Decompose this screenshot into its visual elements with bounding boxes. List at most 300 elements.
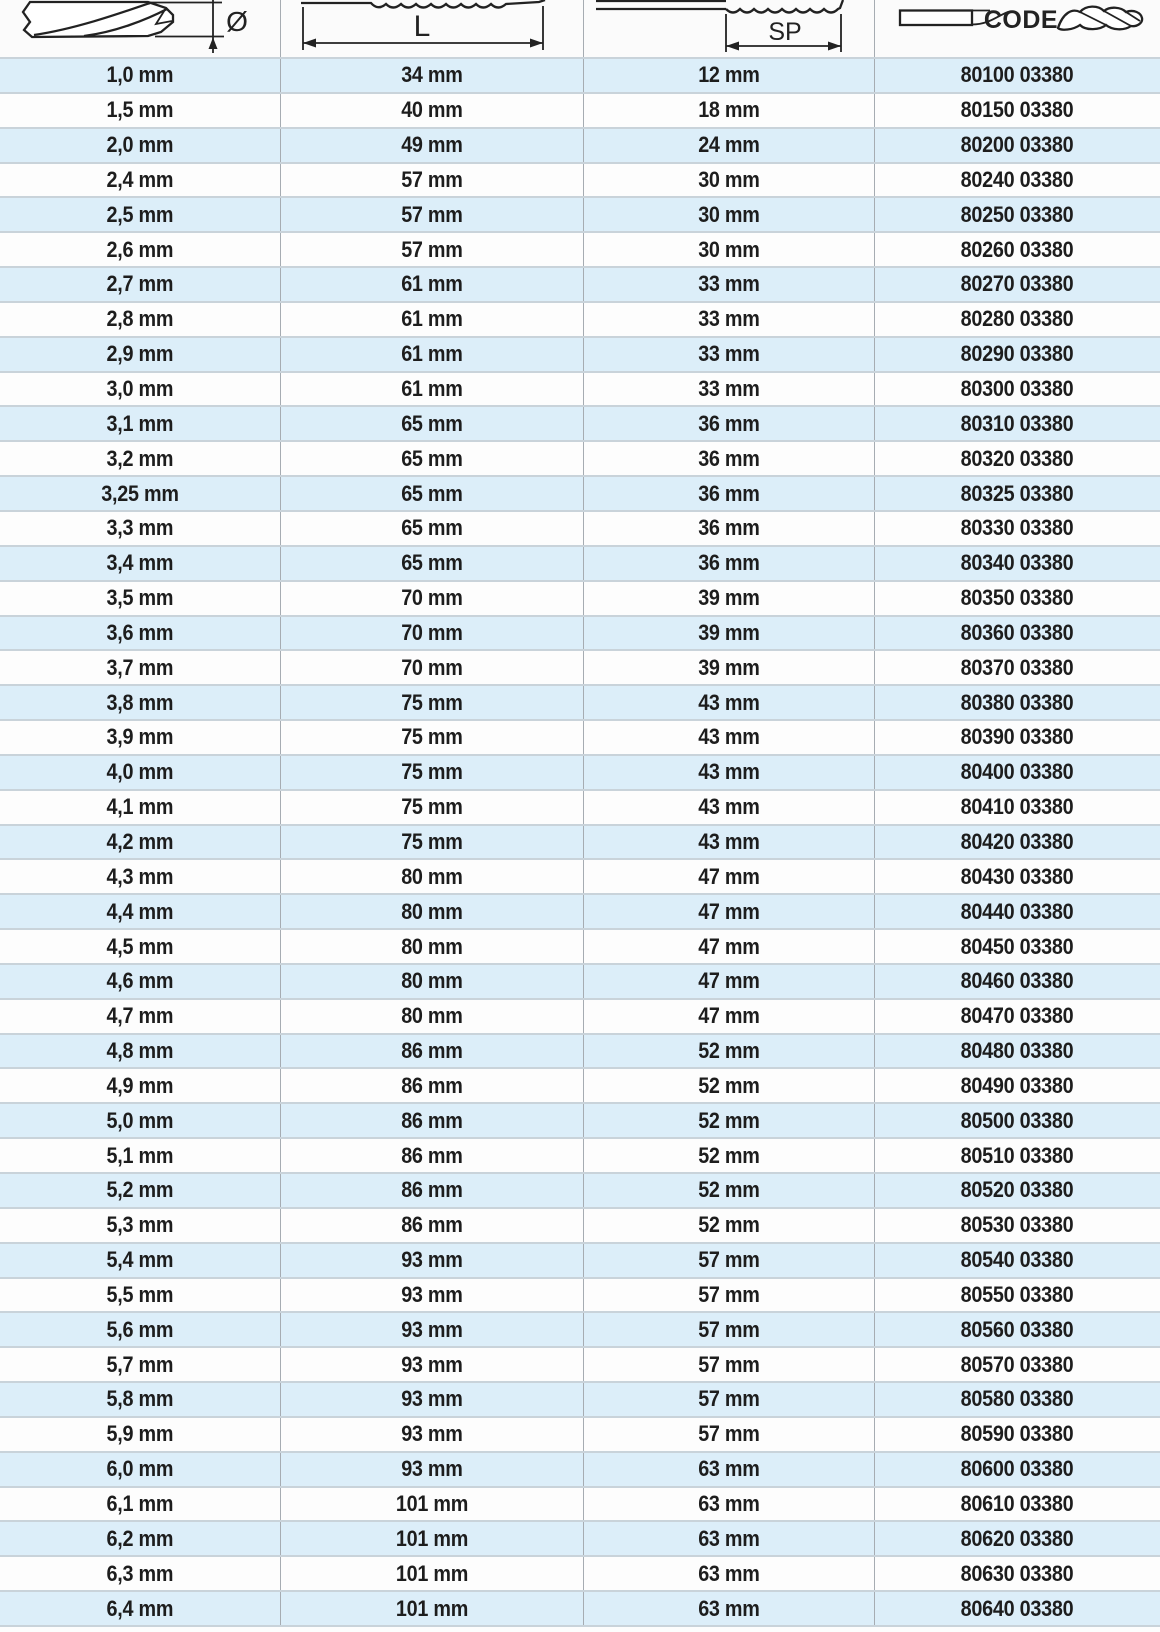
spiral-length-cell bbox=[584, 791, 875, 824]
spiral-length-value: 52 mm bbox=[698, 1072, 760, 1098]
diameter-value: 4,1 mm bbox=[106, 794, 174, 820]
length-cell bbox=[281, 791, 584, 824]
length-cell bbox=[281, 1104, 584, 1137]
diameter-value: 2,4 mm bbox=[106, 166, 174, 192]
spiral-length-value: 12 mm bbox=[698, 62, 760, 88]
diameter-cell bbox=[0, 1174, 281, 1207]
spiral-length-value: 47 mm bbox=[698, 863, 760, 889]
length-value: 80 mm bbox=[401, 968, 463, 994]
table-row bbox=[0, 789, 1160, 824]
diameter-value: 2,8 mm bbox=[106, 306, 174, 332]
table-row bbox=[0, 928, 1160, 963]
code-value: 80250 03380 bbox=[961, 201, 1074, 227]
code-value: 80100 03380 bbox=[961, 62, 1074, 88]
code-value: 80290 03380 bbox=[961, 341, 1074, 367]
spiral-length-cell bbox=[584, 547, 875, 580]
table-row bbox=[0, 1172, 1160, 1207]
length-cell bbox=[281, 617, 584, 650]
spiral-length-cell bbox=[584, 1522, 875, 1555]
diameter-cell bbox=[0, 617, 281, 650]
table-row bbox=[0, 371, 1160, 406]
table-row bbox=[0, 127, 1160, 162]
diameter-cell bbox=[0, 1453, 281, 1486]
spiral-length-value: 57 mm bbox=[698, 1351, 760, 1377]
code-cell bbox=[875, 1104, 1160, 1137]
diameter-value: 6,0 mm bbox=[106, 1456, 174, 1482]
diameter-cell bbox=[0, 1383, 281, 1416]
length-cell bbox=[281, 721, 584, 754]
length-symbol-label: L bbox=[413, 10, 431, 43]
code-value: 80200 03380 bbox=[961, 132, 1074, 158]
length-value: 93 mm bbox=[401, 1281, 463, 1307]
diameter-value: 5,6 mm bbox=[106, 1316, 174, 1342]
code-value: 80390 03380 bbox=[961, 724, 1074, 750]
spiral-length-value: 18 mm bbox=[698, 97, 760, 123]
code-cell bbox=[875, 791, 1160, 824]
diameter-cell bbox=[0, 164, 281, 197]
table-row bbox=[0, 1207, 1160, 1242]
diameter-value: 2,0 mm bbox=[106, 132, 174, 158]
code-cell bbox=[875, 1139, 1160, 1172]
diameter-value: 4,4 mm bbox=[106, 898, 174, 924]
code-value: 80240 03380 bbox=[961, 166, 1074, 192]
code-cell bbox=[875, 1418, 1160, 1451]
diameter-cell bbox=[0, 826, 281, 859]
length-value: 93 mm bbox=[401, 1456, 463, 1482]
diameter-cell bbox=[0, 895, 281, 928]
length-cell bbox=[281, 1453, 584, 1486]
table-row bbox=[0, 1311, 1160, 1346]
length-value: 86 mm bbox=[401, 1212, 463, 1238]
spiral-length-cell bbox=[584, 1104, 875, 1137]
spiral-length-value: 63 mm bbox=[698, 1560, 760, 1586]
code-cell bbox=[875, 547, 1160, 580]
diameter-value: 2,9 mm bbox=[106, 341, 174, 367]
column-header-length bbox=[281, 0, 584, 57]
length-value: 80 mm bbox=[401, 898, 463, 924]
diameter-cell bbox=[0, 442, 281, 475]
spiral-length-cell bbox=[584, 1035, 875, 1068]
diameter-cell bbox=[0, 338, 281, 371]
length-cell bbox=[281, 59, 584, 92]
length-cell bbox=[281, 1592, 584, 1625]
spiral-length-value: 63 mm bbox=[698, 1491, 760, 1517]
spiral-length-value: 43 mm bbox=[698, 689, 760, 715]
length-cell bbox=[281, 582, 584, 615]
table-row bbox=[0, 1137, 1160, 1172]
diameter-cell bbox=[0, 233, 281, 266]
diameter-value: 3,2 mm bbox=[106, 445, 174, 471]
diameter-value: 3,7 mm bbox=[106, 654, 174, 680]
diameter-cell bbox=[0, 1035, 281, 1068]
length-cell bbox=[281, 1488, 584, 1521]
spiral-length-value: 30 mm bbox=[698, 166, 760, 192]
spiral-length-value: 33 mm bbox=[698, 271, 760, 297]
spiral-length-value: 43 mm bbox=[698, 794, 760, 820]
length-cell bbox=[281, 338, 584, 371]
table-row bbox=[0, 510, 1160, 545]
spiral-length-cell bbox=[584, 477, 875, 510]
length-value: 57 mm bbox=[401, 236, 463, 262]
diameter-value: 5,9 mm bbox=[106, 1421, 174, 1447]
spiral-length-value: 43 mm bbox=[698, 828, 760, 854]
table-body bbox=[0, 57, 1160, 1625]
length-value: 34 mm bbox=[401, 62, 463, 88]
code-cell bbox=[875, 651, 1160, 684]
spiral-length-value: 63 mm bbox=[698, 1525, 760, 1551]
code-cell bbox=[875, 512, 1160, 545]
spiral-length-value: 63 mm bbox=[698, 1456, 760, 1482]
diameter-cell bbox=[0, 721, 281, 754]
code-value: 80430 03380 bbox=[961, 863, 1074, 889]
spiral-length-value: 24 mm bbox=[698, 132, 760, 158]
diameter-symbol-label: Ø bbox=[226, 6, 248, 37]
table-row bbox=[0, 1520, 1160, 1555]
code-value: 80370 03380 bbox=[961, 654, 1074, 680]
diameter-cell bbox=[0, 303, 281, 336]
diameter-value: 1,0 mm bbox=[106, 62, 174, 88]
diameter-value: 3,5 mm bbox=[106, 585, 174, 611]
diameter-cell bbox=[0, 651, 281, 684]
spiral-length-cell bbox=[584, 1279, 875, 1312]
length-value: 80 mm bbox=[401, 1003, 463, 1029]
diameter-value: 1,5 mm bbox=[106, 97, 174, 123]
spiral-length-cell bbox=[584, 1488, 875, 1521]
code-value: 80310 03380 bbox=[961, 410, 1074, 436]
length-value: 86 mm bbox=[401, 1142, 463, 1168]
length-value: 61 mm bbox=[401, 306, 463, 332]
table-row bbox=[0, 57, 1160, 92]
code-cell bbox=[875, 373, 1160, 406]
length-cell bbox=[281, 268, 584, 301]
table-row bbox=[0, 1346, 1160, 1381]
spiral-length-cell bbox=[584, 1174, 875, 1207]
length-value: 70 mm bbox=[401, 654, 463, 680]
table-row bbox=[0, 893, 1160, 928]
spiral-length-value: 33 mm bbox=[698, 306, 760, 332]
code-cell bbox=[875, 233, 1160, 266]
table-row bbox=[0, 719, 1160, 754]
diameter-value: 5,4 mm bbox=[106, 1247, 174, 1273]
spiral-length-value: 52 mm bbox=[698, 1107, 760, 1133]
spiral-length-value: 47 mm bbox=[698, 968, 760, 994]
length-value: 80 mm bbox=[401, 863, 463, 889]
spiral-length-cell bbox=[584, 860, 875, 893]
spiral-length-value: 39 mm bbox=[698, 654, 760, 680]
diameter-value: 4,9 mm bbox=[106, 1072, 174, 1098]
spiral-length-cell bbox=[584, 1383, 875, 1416]
length-cell bbox=[281, 1557, 584, 1590]
length-cell bbox=[281, 965, 584, 998]
spiral-length-value: 47 mm bbox=[698, 933, 760, 959]
spiral-length-value: 57 mm bbox=[698, 1421, 760, 1447]
spiral-length-cell bbox=[584, 965, 875, 998]
table-row bbox=[0, 1277, 1160, 1312]
spiral-length-cell bbox=[584, 338, 875, 371]
table-row bbox=[0, 266, 1160, 301]
length-cell bbox=[281, 860, 584, 893]
code-value: 80470 03380 bbox=[961, 1003, 1074, 1029]
length-value: 49 mm bbox=[401, 132, 463, 158]
length-value: 93 mm bbox=[401, 1247, 463, 1273]
length-cell bbox=[281, 756, 584, 789]
code-cell bbox=[875, 1279, 1160, 1312]
code-value: 80630 03380 bbox=[961, 1560, 1074, 1586]
length-value: 86 mm bbox=[401, 1107, 463, 1133]
code-value: 80325 03380 bbox=[961, 480, 1074, 506]
diameter-cell bbox=[0, 373, 281, 406]
table-row bbox=[0, 1555, 1160, 1590]
length-cell bbox=[281, 1139, 584, 1172]
diameter-value: 5,3 mm bbox=[106, 1212, 174, 1238]
spiral-length-value: 43 mm bbox=[698, 759, 760, 785]
length-cell bbox=[281, 1244, 584, 1277]
length-value: 93 mm bbox=[401, 1351, 463, 1377]
code-value: 80450 03380 bbox=[961, 933, 1074, 959]
diameter-cell bbox=[0, 1418, 281, 1451]
diameter-cell bbox=[0, 1557, 281, 1590]
drill-spiral-length-diagram-icon bbox=[584, 0, 875, 57]
diameter-cell bbox=[0, 1279, 281, 1312]
code-value: 80440 03380 bbox=[961, 898, 1074, 924]
length-cell bbox=[281, 512, 584, 545]
length-value: 101 mm bbox=[395, 1595, 469, 1621]
length-cell bbox=[281, 1522, 584, 1555]
column-header-spiral-length bbox=[584, 0, 875, 57]
code-cell bbox=[875, 407, 1160, 440]
diameter-cell bbox=[0, 1313, 281, 1346]
diameter-cell bbox=[0, 1488, 281, 1521]
spiral-symbol-label: SP bbox=[768, 18, 802, 46]
code-cell bbox=[875, 826, 1160, 859]
spiral-length-value: 52 mm bbox=[698, 1038, 760, 1064]
spiral-length-cell bbox=[584, 582, 875, 615]
diameter-value: 5,0 mm bbox=[106, 1107, 174, 1133]
spiral-length-value: 36 mm bbox=[698, 410, 760, 436]
table-row bbox=[0, 998, 1160, 1033]
diameter-cell bbox=[0, 1000, 281, 1033]
code-cell bbox=[875, 582, 1160, 615]
table-row bbox=[0, 824, 1160, 859]
length-value: 70 mm bbox=[401, 619, 463, 645]
spiral-length-cell bbox=[584, 59, 875, 92]
code-cell bbox=[875, 1522, 1160, 1555]
code-cell bbox=[875, 164, 1160, 197]
diameter-cell bbox=[0, 407, 281, 440]
code-cell bbox=[875, 1592, 1160, 1625]
length-cell bbox=[281, 1209, 584, 1242]
spiral-length-cell bbox=[584, 686, 875, 719]
spiral-length-cell bbox=[584, 373, 875, 406]
length-value: 101 mm bbox=[395, 1525, 469, 1551]
spiral-length-cell bbox=[584, 1209, 875, 1242]
table-row bbox=[0, 1102, 1160, 1137]
spiral-length-cell bbox=[584, 1244, 875, 1277]
table-row bbox=[0, 1381, 1160, 1416]
code-value: 80540 03380 bbox=[961, 1247, 1074, 1273]
code-value: 80400 03380 bbox=[961, 759, 1074, 785]
code-value: 80550 03380 bbox=[961, 1281, 1074, 1307]
table-row bbox=[0, 1416, 1160, 1451]
length-cell bbox=[281, 1000, 584, 1033]
diameter-value: 2,7 mm bbox=[106, 271, 174, 297]
spiral-length-value: 57 mm bbox=[698, 1316, 760, 1342]
code-cell bbox=[875, 1035, 1160, 1068]
table-row bbox=[0, 405, 1160, 440]
length-value: 61 mm bbox=[401, 341, 463, 367]
table-row bbox=[0, 475, 1160, 510]
code-cell bbox=[875, 930, 1160, 963]
length-value: 65 mm bbox=[401, 515, 463, 541]
length-value: 61 mm bbox=[401, 271, 463, 297]
length-cell bbox=[281, 1035, 584, 1068]
spiral-length-cell bbox=[584, 1139, 875, 1172]
spiral-length-cell bbox=[584, 1592, 875, 1625]
length-value: 75 mm bbox=[401, 794, 463, 820]
table-row bbox=[0, 545, 1160, 580]
table-row bbox=[0, 858, 1160, 893]
table-row bbox=[0, 754, 1160, 789]
code-cell bbox=[875, 1069, 1160, 1102]
code-value: 80520 03380 bbox=[961, 1177, 1074, 1203]
code-value: 80480 03380 bbox=[961, 1038, 1074, 1064]
code-cell bbox=[875, 1174, 1160, 1207]
length-cell bbox=[281, 407, 584, 440]
spiral-length-cell bbox=[584, 1453, 875, 1486]
diameter-value: 4,3 mm bbox=[106, 863, 174, 889]
code-cell bbox=[875, 303, 1160, 336]
code-value: 80300 03380 bbox=[961, 376, 1074, 402]
length-value: 75 mm bbox=[401, 759, 463, 785]
length-cell bbox=[281, 373, 584, 406]
diameter-cell bbox=[0, 930, 281, 963]
spiral-length-cell bbox=[584, 407, 875, 440]
spiral-length-value: 57 mm bbox=[698, 1386, 760, 1412]
diameter-value: 3,3 mm bbox=[106, 515, 174, 541]
diameter-cell bbox=[0, 547, 281, 580]
length-cell bbox=[281, 94, 584, 127]
diameter-cell bbox=[0, 1139, 281, 1172]
diameter-value: 6,4 mm bbox=[106, 1595, 174, 1621]
diameter-cell bbox=[0, 268, 281, 301]
diameter-value: 3,25 mm bbox=[101, 480, 179, 506]
spiral-length-value: 36 mm bbox=[698, 550, 760, 576]
diameter-value: 5,8 mm bbox=[106, 1386, 174, 1412]
diameter-value: 5,1 mm bbox=[106, 1142, 174, 1168]
spiral-length-value: 39 mm bbox=[698, 585, 760, 611]
diameter-value: 3,0 mm bbox=[106, 376, 174, 402]
code-cell bbox=[875, 1488, 1160, 1521]
spiral-length-value: 39 mm bbox=[698, 619, 760, 645]
code-value: 80270 03380 bbox=[961, 271, 1074, 297]
code-value: 80330 03380 bbox=[961, 515, 1074, 541]
length-cell bbox=[281, 233, 584, 266]
drill-total-length-diagram-icon bbox=[281, 0, 584, 57]
code-cell bbox=[875, 198, 1160, 231]
spiral-length-cell bbox=[584, 651, 875, 684]
spiral-length-value: 47 mm bbox=[698, 898, 760, 924]
code-cell bbox=[875, 1244, 1160, 1277]
code-value: 80620 03380 bbox=[961, 1525, 1074, 1551]
length-cell bbox=[281, 442, 584, 475]
code-cell bbox=[875, 59, 1160, 92]
code-cell bbox=[875, 1313, 1160, 1346]
length-cell bbox=[281, 303, 584, 336]
diameter-cell bbox=[0, 1348, 281, 1381]
code-cell bbox=[875, 477, 1160, 510]
diameter-value: 3,1 mm bbox=[106, 410, 174, 436]
length-value: 57 mm bbox=[401, 166, 463, 192]
length-value: 70 mm bbox=[401, 585, 463, 611]
diameter-cell bbox=[0, 860, 281, 893]
table-row bbox=[0, 440, 1160, 475]
spiral-length-value: 36 mm bbox=[698, 515, 760, 541]
spiral-length-value: 33 mm bbox=[698, 376, 760, 402]
length-cell bbox=[281, 1313, 584, 1346]
code-cell bbox=[875, 94, 1160, 127]
diameter-cell bbox=[0, 1069, 281, 1102]
partial-row bbox=[0, 1625, 1160, 1632]
code-value: 80510 03380 bbox=[961, 1142, 1074, 1168]
diameter-cell bbox=[0, 582, 281, 615]
code-cell bbox=[875, 338, 1160, 371]
diameter-cell bbox=[0, 756, 281, 789]
code-value: 80640 03380 bbox=[961, 1595, 1074, 1621]
length-cell bbox=[281, 1174, 584, 1207]
code-cell bbox=[875, 860, 1160, 893]
diameter-cell bbox=[0, 1522, 281, 1555]
spiral-length-value: 63 mm bbox=[698, 1595, 760, 1621]
code-value: 80570 03380 bbox=[961, 1351, 1074, 1377]
length-value: 65 mm bbox=[401, 410, 463, 436]
code-value: 80340 03380 bbox=[961, 550, 1074, 576]
spiral-length-cell bbox=[584, 756, 875, 789]
spiral-length-cell bbox=[584, 1313, 875, 1346]
length-value: 40 mm bbox=[401, 97, 463, 123]
length-value: 93 mm bbox=[401, 1421, 463, 1447]
spiral-length-cell bbox=[584, 268, 875, 301]
spiral-length-cell bbox=[584, 1348, 875, 1381]
diameter-value: 3,8 mm bbox=[106, 689, 174, 715]
table-row bbox=[0, 92, 1160, 127]
diameter-cell bbox=[0, 686, 281, 719]
length-cell bbox=[281, 895, 584, 928]
length-value: 75 mm bbox=[401, 724, 463, 750]
spiral-length-value: 36 mm bbox=[698, 480, 760, 506]
spiral-length-value: 52 mm bbox=[698, 1177, 760, 1203]
length-cell bbox=[281, 686, 584, 719]
code-cell bbox=[875, 1348, 1160, 1381]
diameter-value: 2,6 mm bbox=[106, 236, 174, 262]
diameter-value: 3,6 mm bbox=[106, 619, 174, 645]
spiral-length-value: 57 mm bbox=[698, 1247, 760, 1273]
length-cell bbox=[281, 164, 584, 197]
spiral-length-value: 43 mm bbox=[698, 724, 760, 750]
length-cell bbox=[281, 547, 584, 580]
table-row bbox=[0, 1242, 1160, 1277]
length-value: 65 mm bbox=[401, 445, 463, 471]
code-symbol-label: CODE bbox=[983, 6, 1059, 34]
length-cell bbox=[281, 1069, 584, 1102]
length-value: 93 mm bbox=[401, 1316, 463, 1342]
diameter-value: 3,4 mm bbox=[106, 550, 174, 576]
spiral-length-cell bbox=[584, 895, 875, 928]
diameter-cell bbox=[0, 1244, 281, 1277]
length-cell bbox=[281, 198, 584, 231]
length-cell bbox=[281, 1383, 584, 1416]
length-cell bbox=[281, 651, 584, 684]
spiral-length-value: 47 mm bbox=[698, 1003, 760, 1029]
